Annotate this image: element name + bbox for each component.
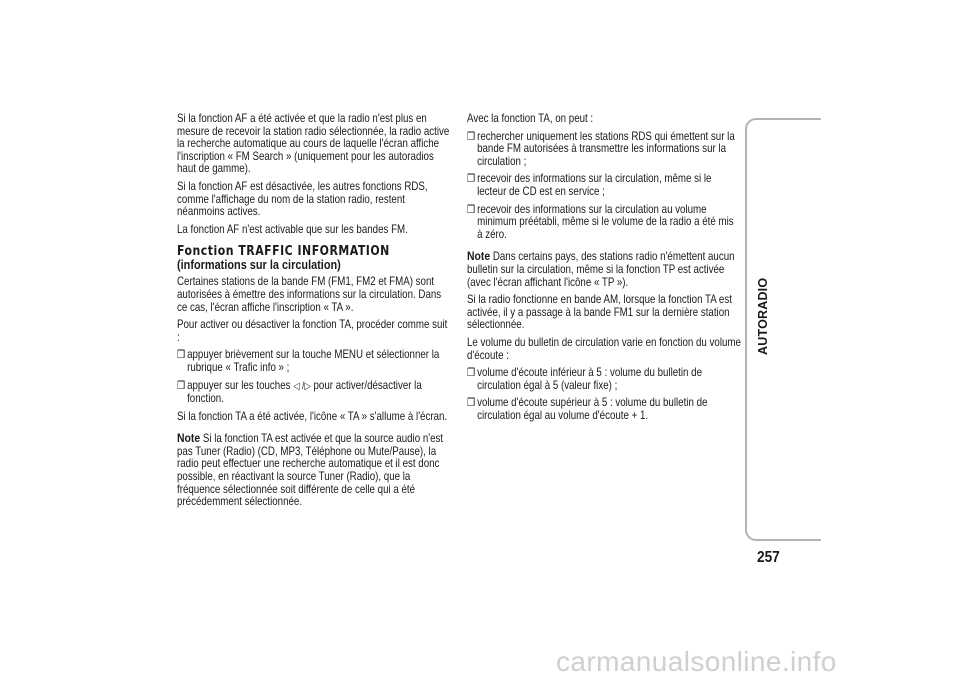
note-text: Dans certains pays, des stations radio n'émettent aucun bulletin sur la circulation, même si la fonction TP est activée (avec l'écran affichant l'icône « TP »). [467,250,735,289]
bullet-text-part: pour activer/désactiver la fonction. [187,378,422,406]
checkbox-bullet-icon: ❒ [467,367,476,380]
checkbox-bullet-icon: ❒ [467,203,476,216]
list-item [467,397,742,422]
section-heading [177,245,452,271]
paragraph-ta-icon: Si la fonction TA a été activée, l'icône « TA » s'allume à l'écran. [177,409,448,423]
note-text: Si la fonction TA est activée et que la source audio n'est pas Tuner (Radio) (CD, MP3, Téléphone ou Mute/Pause), la radio peut effectuer une recherche automatique et il est donc possible, en réactivant la source Tuner (Radio), que la fréquence sélectionnée soit différente de celle qui a été précédemment sélectionnée. [177,432,444,509]
list-item [467,204,742,242]
page-number: 257 [757,549,780,566]
bullet-text: volume d'écoute supérieur à 5 : volume du bulletin de circulation égal au volume d'écoute + 1. [477,396,708,422]
list-item [467,131,742,169]
checkbox-bullet-icon: ❒ [467,397,476,410]
checkbox-bullet-icon: ❒ [467,173,476,186]
paragraph-ta-procedure: Pour activer ou désactiver la fonction TA, procéder comme suit : [177,318,448,344]
list-item [467,367,742,392]
paragraph-am-band: Si la radio fonctionne en bande AM, lorsque la fonction TA est activée, il y a passage à la bande FM1 sur la dernière station sélectionnée. [467,293,732,332]
paragraph-af-disabled: Si la fonction AF est désactivée, les autres fonctions RDS, comme l'affichage du nom de la station radio, restent néanmoins actives. [177,179,428,219]
section-tab-label: AUTORADIO [756,277,770,355]
paragraph-ta-intro: Avec la fonction TA, on peut : [467,112,594,125]
paragraph-volume: Le volume du bulletin de circulation varie en fonction du volume d'écoute : [467,335,741,362]
right-column [467,113,742,427]
heading-title: Fonction TRAFFIC INFORMATION [177,244,390,260]
bullet-text: recevoir des informations sur la circulation, même si le lecteur de CD est en service ; [477,172,712,198]
list-item [177,349,452,374]
paragraph-af-search: Si la fonction AF a été activée et que la radio n'est plus en mesure de recevoir la station radio sélectionnée, la radio active la recherche automatique au cours de laquelle l'écran affiche l'inscription « FM Search » (uniquement pour les autoradios haut de gamme). [177,112,450,176]
note-label: Note [177,431,201,446]
bullet-text [187,380,452,406]
left-column [177,113,452,514]
checkbox-bullet-icon: ❒ [177,349,186,362]
bullet-text: recevoir des informations sur la circulation au volume minimum préétabli, même si le volume de la radio a été mis à zéro. [477,202,734,241]
bullet-text-part: appuyer sur les touches [187,378,291,392]
checkbox-bullet-icon: ❒ [177,379,186,392]
watermark: carmanualsonline.info [556,646,837,677]
bullet-text: volume d'écoute inférieur à 5 : volume du bulletin de circulation égal à 5 (valeur fixe) ; [477,366,702,392]
bullet-text: appuyer brièvement sur la touche MENU et sélectionner la rubrique « Trafic info » ; [187,348,440,374]
bullet-text: rechercher uniquement les stations RDS qui émettent sur la bande FM autorisées à transmettre les informations sur la circulation ; [477,129,735,168]
paragraph-ta-stations: Certaines stations de la bande FM (FM1, FM2 et FMA) sont autorisées à émettre des informations sur la circulation. Dans ce cas, l'écran affiche l'inscription « TA ». [177,275,442,314]
list-item [177,380,452,406]
checkbox-bullet-icon: ❒ [467,130,476,143]
note-label: Note [467,249,491,264]
heading-subtitle: (informations sur la circulation) [177,257,341,273]
note-paragraph [467,250,742,289]
note-paragraph [177,432,452,509]
arrow-keys-icon: ◁ /▷ [293,380,311,392]
list-item [467,173,742,198]
paragraph-af-fm-only: La fonction AF n'est activable que sur les bandes FM. [177,222,408,236]
